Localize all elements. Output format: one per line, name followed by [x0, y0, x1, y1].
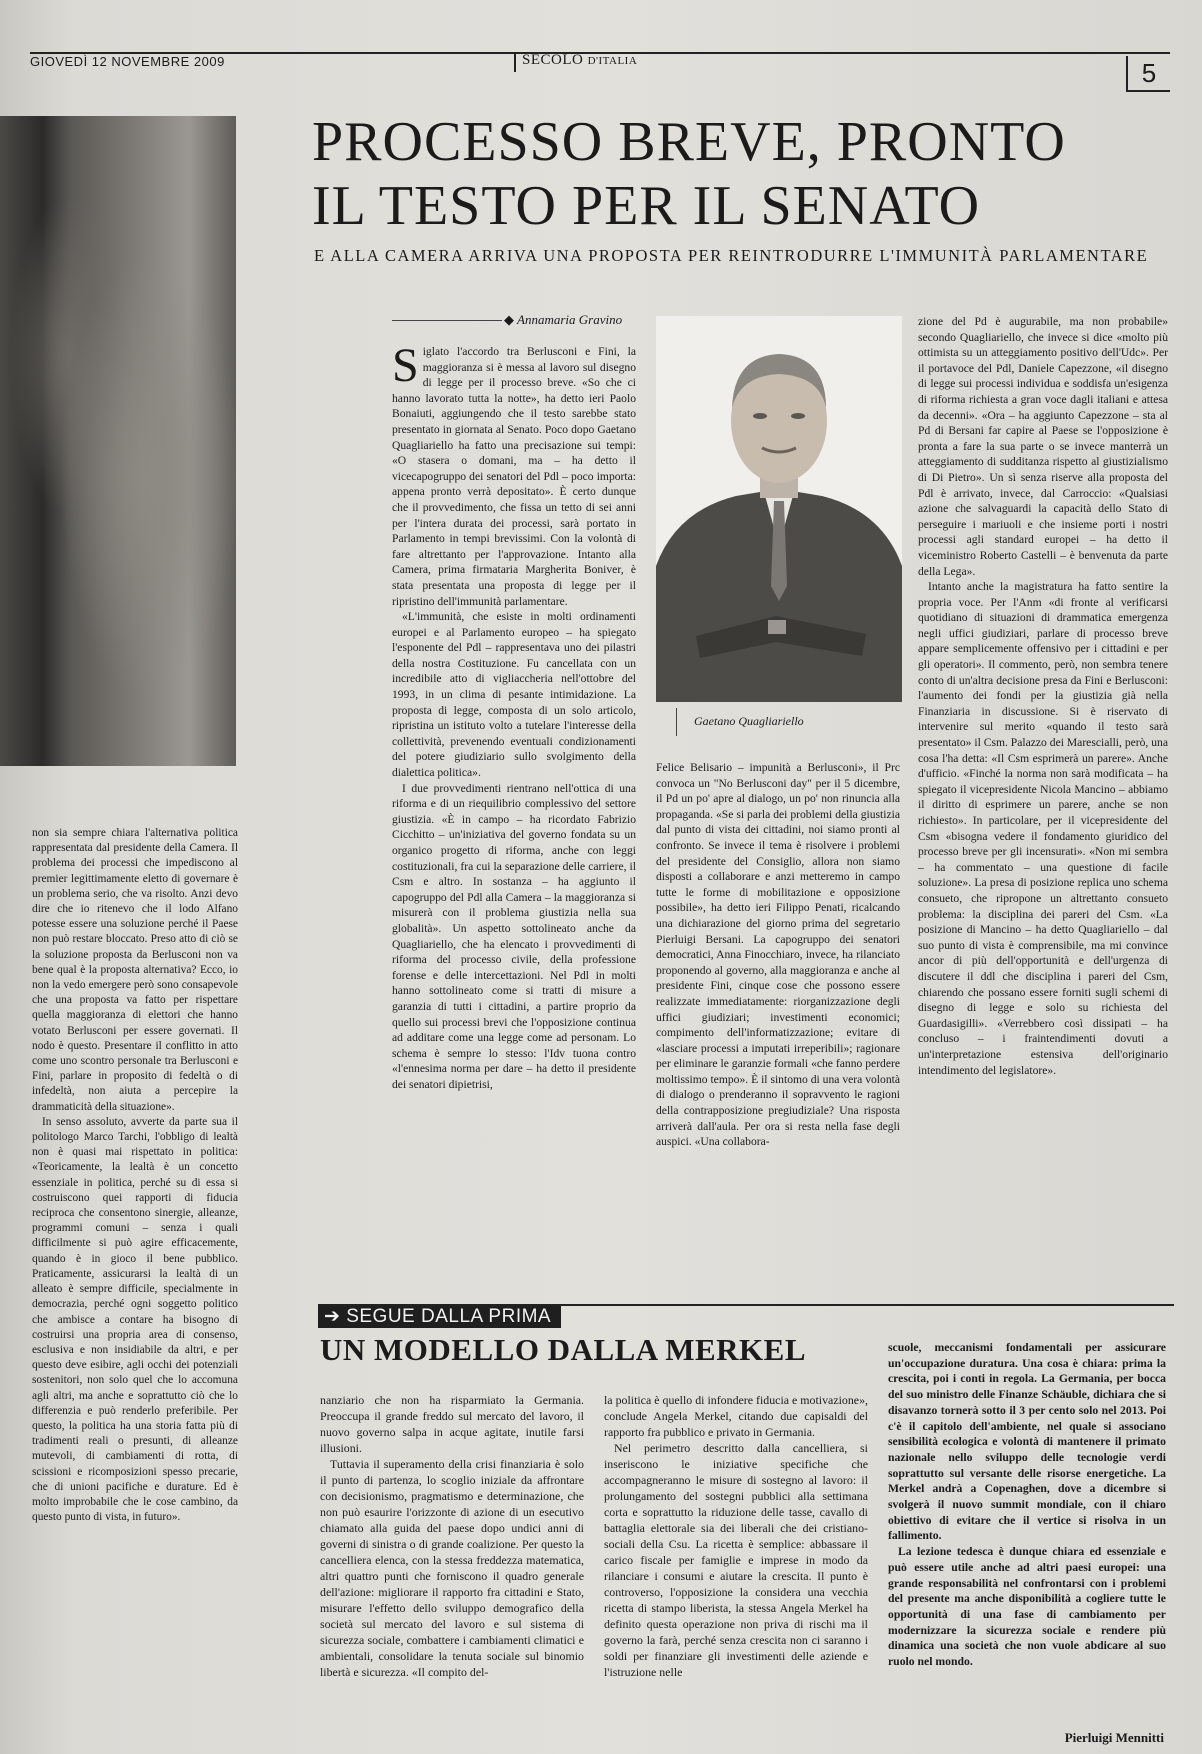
bottom-column-3 [888, 1340, 1166, 1670]
article-paragraph: Intanto anche la magistratura ha fatto sentire la propria voce. Per l'Anm «di fronte al verificarsi quotidiano di situazioni di drammatica emergenza negli uffici giudiziari, parlare di processo breve appare semplicemente offensivo per i cittadini e per gli operatori». Il commento, però, non sembra tenere conto di un'altra decisione presa da Fini e Berlusconi: l'aumento dei fondi per la giustizia già nella Finanziaria in discussione. Si è riservato di intervenire sul merito «quando il testo sarà presentato» il Csm. Palazzo dei Marescialli, però, una cosa l'ha detta: «Il Csm esprimerà un parere». Anche d'ufficio. «Finché la norma non sarà modificata – ha spiegato il vicepresidente Nicola Mancino – abbiamo il diritto di esprimere un parere, anche se non richiesto». In particolare, per il vicepresidente del Csm «bisogna vedere il fondamento giuridico del processo breve per gli incensurati». «Non mi sembra – ha commentato – una questione di facile soluzione». La presa di posizione replica uno schema consueto, che ripropone un altrettanto consueto problema: la disciplina dei pareri del Csm. «La posizione di Mancino – ha detto Quagliariello – dal suo punto di vista è comprensibile, ma mi convince ancor di più dell'opportunità e dell'urgenza di discutere il ddl che disciplina i pareri del Csm, chiarendo che possano essere forniti sugli schemi di disegno di legge e solo su richiesta del Guardasigilli». «Verrebbero così dissipati – ha concluso – i fraintendimenti dovuti a un'interpretazione estensiva dell'originario intendimento del legislatore». [918, 580, 1168, 1077]
portrait-image [656, 316, 902, 702]
bottom-paragraph: scuole, meccanismi fondamentali per assicurare un'occupazione duratura. Una cosa è chiara: prima la crescita, poi i conti in regola. La Germania, per bocca del suo ministro delle Finanze Schäuble, dichiara che si disavanzo tornerà sotto il 3 per cento solo nel 2013. Poi c'è il capitolo dell'ambiente, nel quale si associano sensibilità ecologica e volontà di mantenere il primato nazionale nello sviluppo delle tecnologie verdi soprattutto sul versante delle risorse energetiche. La Merkel andrà a Copenaghen, dove a dicembre si svolgerà il nuovo summit mondiale, con il chiaro obiettivo di evitare che il vertice si risolva in un fallimento. [888, 1341, 1166, 1543]
caption-rule [676, 708, 677, 736]
article-column-2 [656, 760, 900, 1150]
bottom-paragraph: la politica è quello di infondere fiducia e motivazione», conclude Angela Merkel, citando due capisaldi del rapporto fra pubblico e privato in Germania. [604, 1393, 868, 1439]
kicker-label: SEGUE DALLA PRIMA [346, 1306, 552, 1327]
left-photo [0, 116, 236, 766]
bottom-paragraph: Nel perimetro descritto dalla cancelliera, si inseriscono le iniziative specifiche che accompagneranno le misure di sostegno al lavoro: il prolungamento del sostegni pubblici alla settimana corta e soprattutto la riduzione delle tasse, cavallo di battaglia elettorale sia dei liberali che dei cristiano-sociali della Csu. La ricetta è semplice: abbassare il carico fiscale per famiglie e imprese in modo da rilanciare i consumi e aiutare la crescita. Il punto è controverso, l'opposizione la considera una vecchia ricetta di stampo liberista, la stessa Angela Merkel ha definito questa operazione non priva di rischi ma il governo la farà, perché senza crescita non ci saranno i soldi per finanziare gli investimenti delle aziende e l'istruzione nelle [604, 1441, 868, 1679]
drop-cap: S [392, 339, 419, 392]
bottom-paragraph: Tuttavia il superamento della crisi finanziaria è solo il punto di partenza, lo scoglio iniziale da affrontare con decisionismo, pragmatismo e determinazione, che non può esaurire l'orizzonte di azione di un esecutivo chiamato alla guida del paese dopo undici anni di governi di sinistra o di grande coalizione. Per questo la cancelliera elenca, con la stessa freddezza matematica, altri quattro punti che forniscono il quadro generale dell'azione: migliorare il rapporto fra cittadini e Stato, misurare l'effetto dello sviluppo demografico della società sul mercato del lavoro e sul sistema di sicurezza sociale, combattere i cambiamenti climatici e ambientali, consolidare la tenuta sociale sul binomio libertà e sicurezza. «Il compito del- [320, 1457, 584, 1679]
bottom-paragraph: La lezione tedesca è dunque chiara ed essenziale e può essere utile anche ad altri paesi europei: una grande responsabilità nel confrontarsi con i problemi del presente ma anche disponibilità a cogliere tutte le opportunità di una fase di cambiamento per modernizzare la sicurezza sociale e rendere più dinamica una società che non vuole abdicare al suo ruolo nel mondo. [888, 1545, 1166, 1669]
article-paragraph: iglato l'accordo tra Berlusconi e Fini, la maggioranza si è messa al lavoro sul disegno di legge per il processo breve. «So che ci hanno lavorato tutta la notte», ha detto ieri Paolo Bonaiuti, aggiungendo che il testo sarebbe stato presentato in giornata al Senato. Poco dopo Gaetano Quagliariello ha fatto una precisazione sui tempi: «O stasera o domani, ma – ha detto il vicecapogruppo dei senatori del Pdl – poco importa: appena pronto verrà depositato». È certo dunque che il provvedimento, che fissa un tetto di sei anni per l'intera durata dei processi, sarà portato in Parlamento in tempi brevissimi. Con la volontà di fare altrettanto per l'approvazione. Intanto alla Camera, prima firmataria Margherita Boniver, è stata presentata una proposta di legge per il ripristino dell'immunità parlamentare. [392, 345, 636, 608]
left-column [32, 826, 238, 1525]
title-line-2: IL TESTO PER IL SENATO [312, 175, 981, 237]
article-subtitle: E ALLA CAMERA ARRIVA UNA PROPOSTA PER REINTRODURRE L'IMMUNITÀ PARLAMENTARE [314, 246, 1149, 265]
bottom-column-2 [604, 1392, 868, 1680]
article-title [312, 110, 1172, 238]
portrait-photo [656, 316, 902, 702]
paper-suffix: D'ITALIA [587, 55, 638, 67]
article-paragraph: «L'immunità, che esiste in molti ordinamenti europei e al Parlamento europeo – ha spiegato l'esponente del Pdl – rappresentava uno dei pilastri della nostra Costituzione. Fu cancellata con un incredibile atto di vigliaccheria nell'ottobre del 1993, in un clima di pesante intimidazione. La proposta di legge, composta di un solo articolo, ripristina un istituto volto a tutelare l'interesse della collettività, prevenendo eventuali condizionamenti del potere giudiziario sullo svolgimento della dialettica politica». [392, 610, 636, 780]
left-paragraph: In senso assoluto, avverte da parte sua il politologo Marco Tarchi, l'obbligo di lealtà non è quasi mai rispettato in politica: «Teoricamente, la lealtà è un concetto essenziale in politica, perché su di essa si costruiscono quei rapporti di fiducia reciproca che consentono sinergie, alleanze, programmi comuni – senza i quali difficilmente si può agire efficacemente, quando è in gioco il bene pubblico. Praticamente, assicurarsi la lealtà di un alleato è sempre difficile, specialmente in democrazia, perché ogni soggetto politico che ambisce a contare ha bisogno di costruirsi una propria area di consenso, esclusiva e non insidiabile da altri, e per questo deve esibire, agli occhi dei potenziali sostenitori, non solo quel che lo accomuna agli altri, ma anche e soprattutto ciò che lo differenzia e può renderlo preferibile. Per questo, la politica ha una storia fatta più di tradimenti reali o presunti, di alleanze mutevoli, di cambiamenti di rotta, di scissioni e ricomposizioni spesso precarie, che di unioni pacifiche e durature. Ed è molto improbabile che le cose cambino, da questo punto di vista, in futuro». [32, 1115, 238, 1524]
article-column-3 [918, 314, 1168, 1078]
paper-name [514, 52, 637, 72]
author-signature: Pierluigi Mennitti [1064, 1730, 1164, 1745]
title-line-1: PROCESSO BREVE, PRONTO [312, 111, 1066, 173]
bottom-paragraph: nanziario che non ha risparmiato la Germania. Preoccupa il grande freddo sul mercato del lavoro, il nuovo governo salpa in acque agitate, inutile farsi illusioni. [320, 1393, 584, 1455]
byline-rule [392, 320, 502, 321]
page-number: 5 [1126, 56, 1170, 92]
article-paragraph: I due provvedimenti rientrano nell'ottica di una riforma e di un riequilibrio complessivo del settore giustizia. «È in campo – ha ricordato Fabrizio Cicchitto – un'iniziativa del governo fondata su un organico progetto di riforma, anche con leggi costituzionali, fra cui la separazione delle carriere, il Csm e altro. In sostanza – ha aggiunto il capogruppo del Pdl alla Camera – la maggioranza si misurerà con il problema giustizia nella sua globalità». Un aspetto sottolineato anche da Quagliariello, che ha elencato i provvedimenti di riforma del processo civile, della professione forense e delle intercettazioni. Nel Pdl in molti hanno sottolineato come si tratti di misure a garanzia di tutti i cittadini, a partire proprio da quello sui processi brevi che l'opposizione continua ad additare come una legge come ad personam. Lo schema è sempre lo stesso: l'Idv tuona contro «l'ennesima norma per dare – ha detto il presidente dei senatori dipietrisi, [392, 781, 636, 1091]
author-name: Annamaria Gravino [517, 312, 623, 327]
bottom-column-1 [320, 1392, 584, 1680]
left-paragraph: non sia sempre chiara l'alternativa politica rappresentata dal presidente della Camera. Il problema dei processi che impediscono al premier legittimamente eletto di governare è un problema serio, che va risolto. Anzi devo dire che io ritenevo che il lodo Alfano potesse essere una soluzione perché il Paese non può restare bloccato. Preso atto di ciò se la soluzione proposta da Berlusconi non va bene qual è la proposta alternativa? Ecco, io non la vedo emergere però sono consapevole che una proposta va fatto per rispettare quella maggioranza di elettori che hanno votato Berlusconi per essere governati. Il nodo è questo. Presentare il conflitto in atto come uno scontro personale tra Berlusconi e Fini, parlare in proposito di fedeltà o di infedeltà, non aiuta a percepire la drammaticità della situazione». [32, 827, 238, 1113]
bottom-headline: UN MODELLO DALLA MERKEL [320, 1332, 807, 1367]
issue-date: GIOVEDÌ 12 NOVEMBRE 2009 [30, 54, 225, 69]
byline: ◆ Annamaria Gravino [504, 312, 623, 327]
article-paragraph: zione del Pd è augurabile, ma non probabile» secondo Quagliariello, che invece si dice «molto più ottimista su un atteggiamento positivo dell'Udc». Per il portavoce del Pdl, Daniele Capezzone, «il disegno di legge sui processi individua e soddisfa un'esigenza di riforma richiesta a gran voce dagli italiani e attesa da decenni». «Ora – ha aggiunto Capezzone – sta al Pd di Bersani far capire al Paese se l'opposizione è pronta a fare la sua parte o se invece manterrà un atteggiamento di sudditanza rispetto al giustizialismo di Di Pietro». Un sì senza riserve alla proposta del Pdl è arrivato, invece, dal Carroccio: «Qualsiasi azione che salvaguardi la capacità dello Stato di perseguire i mariuoli e che insieme porti i nostri processi agli standard europei – ha detto il viceministro Roberto Castelli – è benvenuta da parte della Lega». [918, 315, 1168, 578]
paper-title: SECOLO [522, 52, 584, 68]
article-column-1 [392, 339, 636, 1093]
article-paragraph: Felice Belisario – impunità a Berlusconi», il Prc convoca un "No Berlusconi day" per il 5 dicembre, il Pd un po' apre al dialogo, un po' non rinuncia alla propaganda. «Se si parla dei problemi della giustizia dal punto di vista dei cittadini, noi siamo pronti al confronto. Se invece il tema è risolvere i problemi del presidente del Consiglio, allora non siamo disposti a collaborare e anzi metteremo in campo tutte le forme di mobilitazione e opposizione possibile», ha detto ieri Filippo Penati, ricalcando una dichiarazione del giorno prima del segretario Pierluigi Bersani. La capogruppo dei senatori democratici, Anna Finocchiaro, invece, ha rilanciato proponendo al governo, alla maggioranza e anche al presidente Fini, cinque cose che possono essere realizzate immediatamente: riorganizzazione degli uffici giudiziari; investimenti economici; compimento dell'informatizzazione; evitare di «lasciare processi a imputati irreperibili»; ragionare per eliminare le garanzie formali «che fanno perdere moltissimo tempo». È il sintomo di una vera volontà di dialogo o prenderanno il sopravvento le ragioni della contrapposizione pregiudiziale? Una risposta arriverà dall'aula. Per ora si resta nella fase degli auspici. «Una collabora- [656, 761, 900, 1149]
photo-caption: Gaetano Quagliariello [694, 714, 804, 728]
kicker: ➔ SEGUE DALLA PRIMA [318, 1306, 561, 1328]
